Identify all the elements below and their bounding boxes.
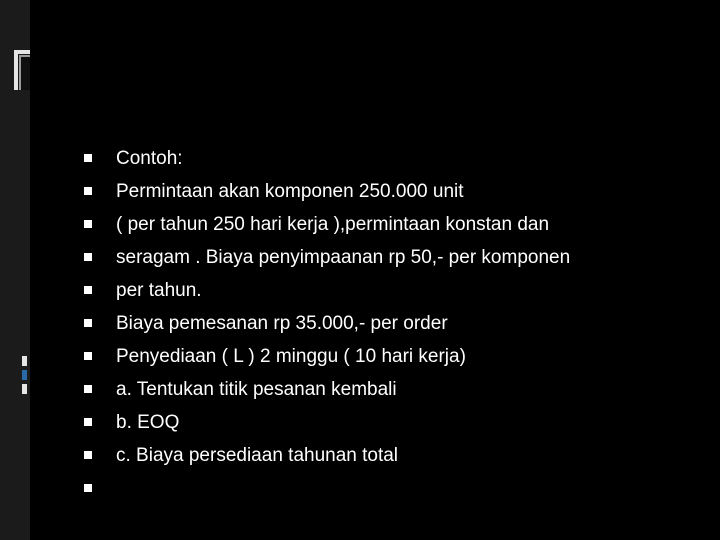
bullet-item xyxy=(84,439,704,472)
square-bullet-icon xyxy=(84,187,92,195)
bullet-list xyxy=(84,142,704,505)
bullet-item xyxy=(84,373,704,406)
accent-bar-blue xyxy=(22,370,27,380)
accent-bar-white-bottom xyxy=(22,384,27,394)
square-bullet-icon xyxy=(84,484,92,492)
bullet-item xyxy=(84,406,704,439)
bullet-text: Contoh: xyxy=(116,148,183,169)
square-bullet-icon xyxy=(84,385,92,393)
bullet-item xyxy=(84,472,704,505)
bullet-text: seragam . Biaya penyimpaanan rp 50,- per komponen xyxy=(116,247,571,268)
bullet-text: Permintaan akan komponen 250.000 unit xyxy=(116,181,464,202)
bullet-item xyxy=(84,340,704,373)
square-bullet-icon xyxy=(84,418,92,426)
bullet-text: ( per tahun 250 hari kerja ),permintaan konstan dan xyxy=(116,214,550,235)
square-bullet-icon xyxy=(84,286,92,294)
bullet-item xyxy=(84,274,704,307)
bullet-text: Biaya pemesanan rp 35.000,- per order xyxy=(116,313,448,334)
bullet-item xyxy=(84,307,704,340)
square-bullet-icon xyxy=(84,352,92,360)
accent-bar-white-top xyxy=(22,356,27,366)
bullet-text: c. Biaya persediaan tahunan total xyxy=(116,445,399,466)
square-bullet-icon xyxy=(84,154,92,162)
bullet-text: b. EOQ xyxy=(116,412,180,433)
bullet-item xyxy=(84,241,704,274)
bullet-text: per tahun. xyxy=(116,280,202,301)
bullet-item xyxy=(84,142,704,175)
corner-bracket-inner-decoration xyxy=(19,55,30,90)
bullet-item xyxy=(84,175,704,208)
bullet-text: Penyediaan ( L ) 2 minggu ( 10 hari kerja) xyxy=(116,346,466,367)
bullet-item xyxy=(84,208,704,241)
square-bullet-icon xyxy=(84,253,92,261)
square-bullet-icon xyxy=(84,319,92,327)
square-bullet-icon xyxy=(84,451,92,459)
square-bullet-icon xyxy=(84,220,92,228)
bullet-text: a. Tentukan titik pesanan kembali xyxy=(116,379,397,400)
